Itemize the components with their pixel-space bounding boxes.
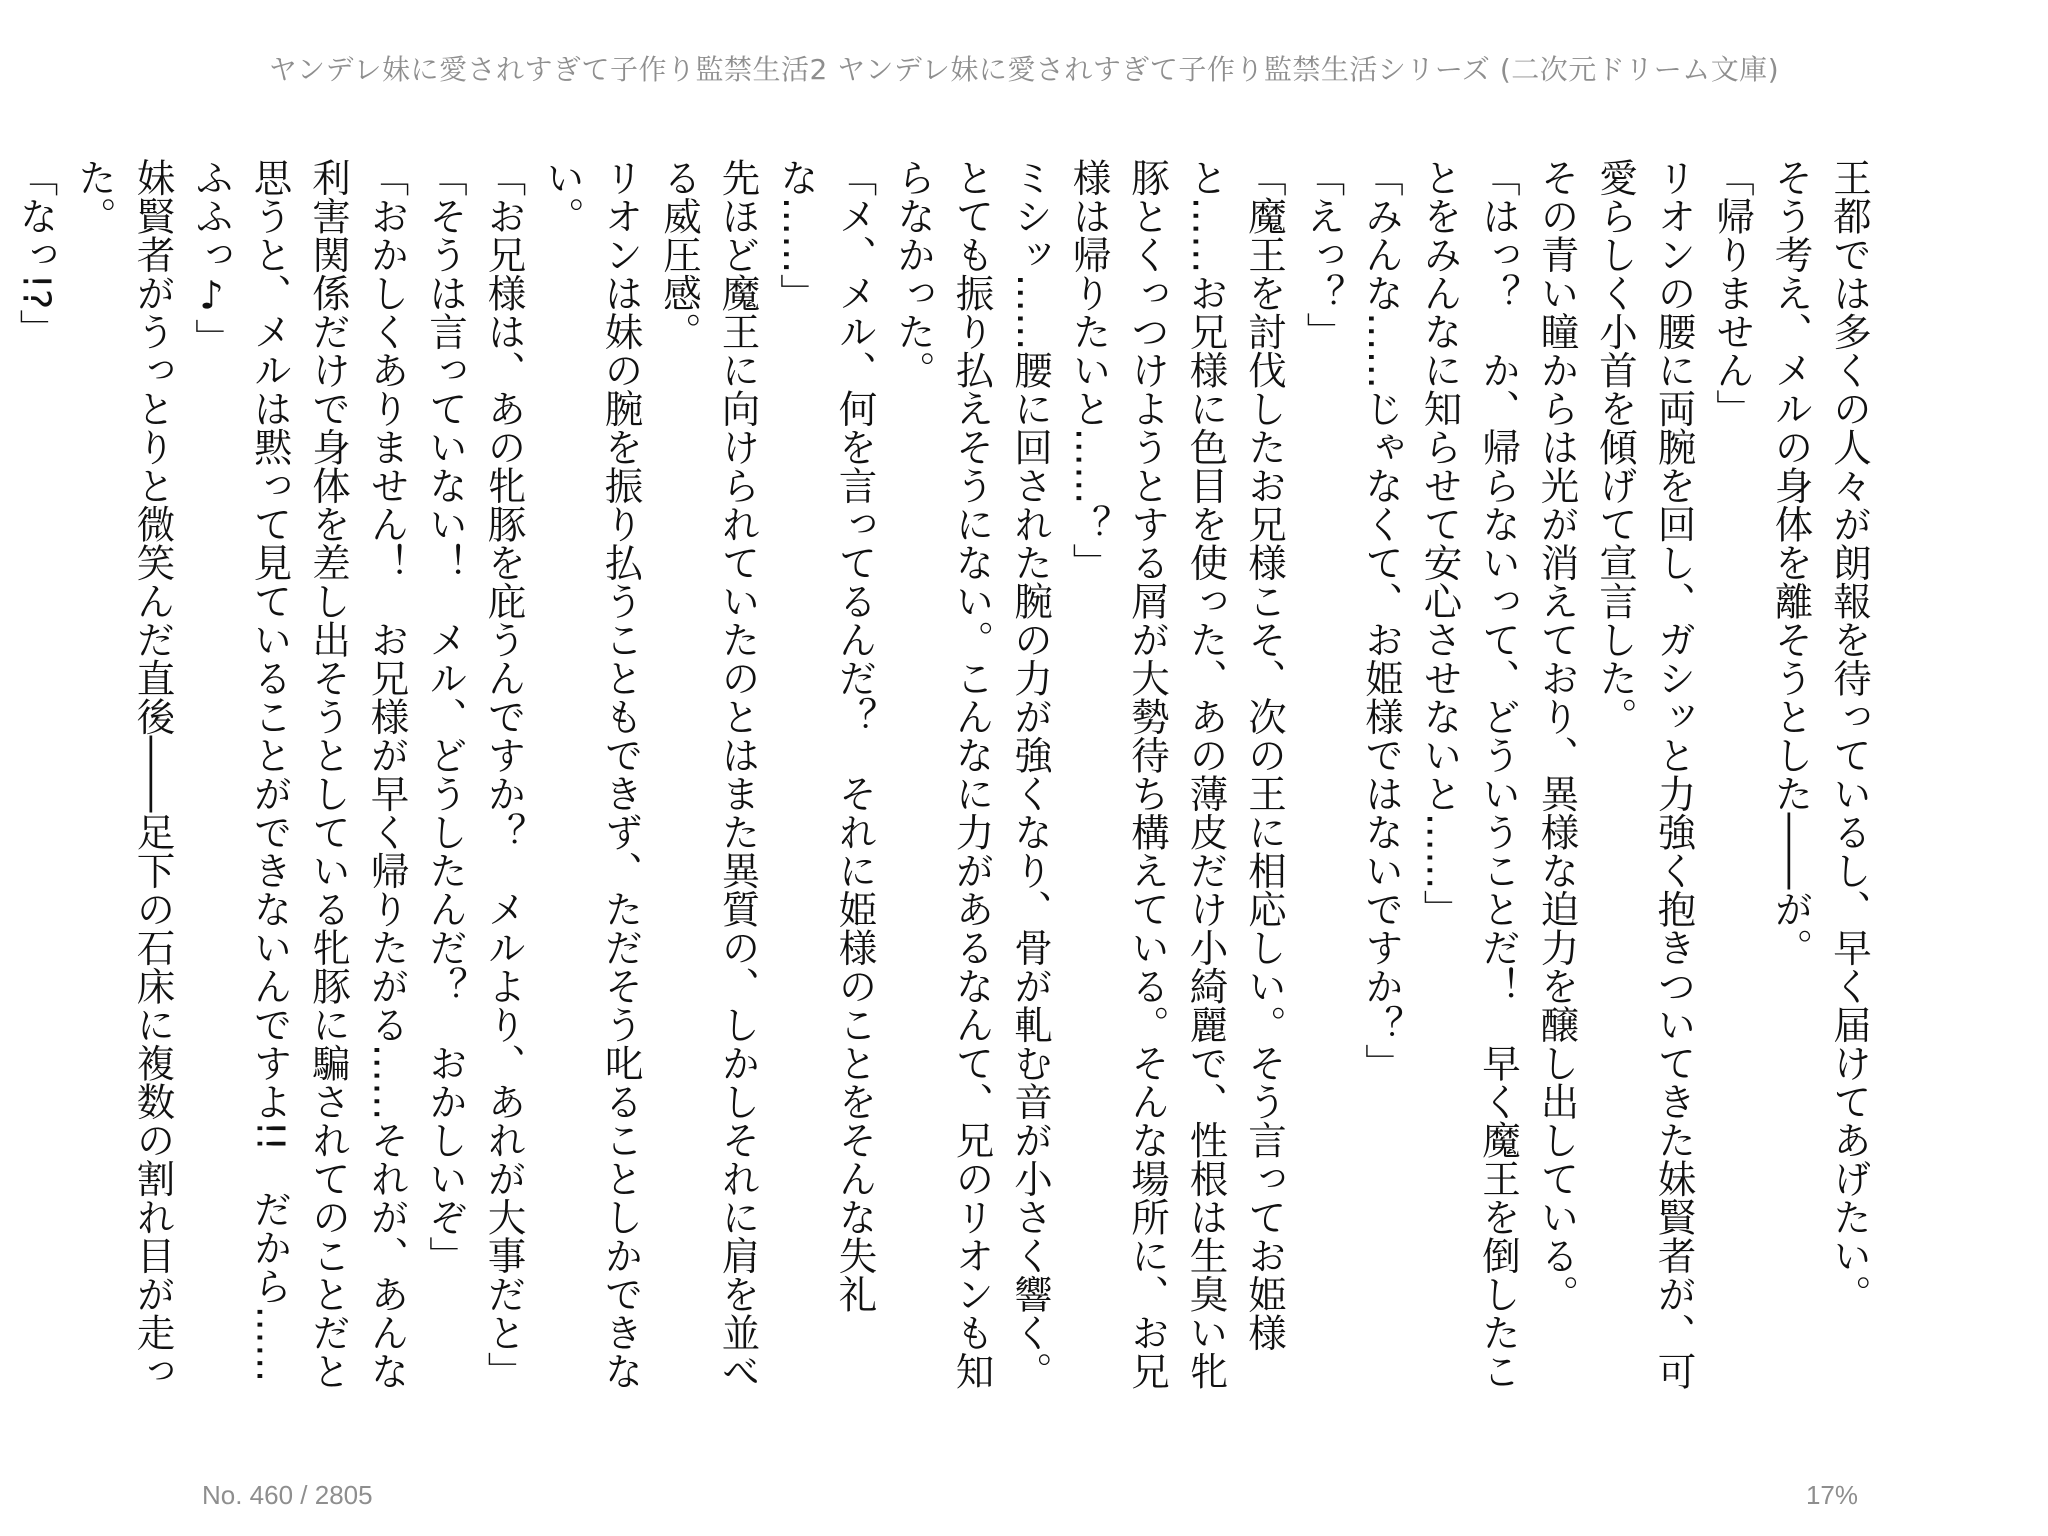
paragraph: 「お兄様は、あの牝豚を庇うんですか？ メルより、あれが大事だと」 bbox=[481, 158, 527, 1390]
paragraph: 「おかしくありません！ お兄様が早く帰りたがる……それが、あんな利害関係だけで身体を差し出そうとしている牝豚に騙されてのことだと思うと、メルは黙って見ていることができないんですよ!! だから……ふふっ♪」 bbox=[189, 158, 410, 1390]
location-indicator: No. 460 / 2805 bbox=[202, 1480, 373, 1510]
paragraph: リオンの腰に両腕を回し、ガシッと力強く抱きついてきた妹賢者が、可愛らしく小首を傾げて宣言した。 bbox=[1593, 158, 1697, 1390]
paragraph: 王都では多くの人々が朗報を待っているし、早く届けてあげたい。 bbox=[1827, 158, 1872, 1313]
paragraph: 「魔王を討伐したお兄様こそ、次の王に相応しい。そう言ってお姫様と……お兄様に色目を使った、あの薄皮だけ小綺麗で、性根は生臭い牝豚とくっつけようとする屑が大勢待ち構えている。そんな場所に、お兄様は帰りたいと……？」 bbox=[1066, 158, 1287, 1390]
book-title: ヤンデレ妹に愛されすぎて子作り監禁生活2 ヤンデレ妹に愛されすぎて子作り監禁生活シリーズ (二次元ドリーム文庫) bbox=[268, 53, 1780, 86]
page-text bbox=[13, 158, 1878, 1418]
paragraph: リオンは妹の腕を振り払うこともできず、ただそう叱ることしかできない。 bbox=[540, 158, 644, 1390]
paragraph: 「なっ!?」 bbox=[13, 158, 59, 348]
paragraph: 「みんな……じゃなくて、お姫様ではないですか？」 bbox=[1359, 158, 1404, 1082]
paragraph: ミシッ……腰に回された腕の力が強くなり、骨が軋む音が小さく響く。 bbox=[1008, 158, 1053, 1390]
paragraph: 妹賢者がうっとりと微笑んだ直後――足下の石床に複数の割れ目が走った。 bbox=[72, 158, 176, 1390]
paragraph: 「メ、メル、何を言ってるんだ？ それに姫様のことをそんな失礼な……」 bbox=[774, 158, 878, 1313]
paragraph: その青い瞳からは光が消えており、異様な迫力を醸し出している。 bbox=[1534, 158, 1580, 1313]
paragraph: 「はっ？ か、帰らないって、どういうことだ！ 早く魔王を倒したことをみんなに知らせて安心させないと……」 bbox=[1417, 158, 1521, 1390]
paragraph bbox=[0, 158, 6, 1418]
paragraph: そう考え、メルの身体を離そうとした――が。 bbox=[1768, 158, 1814, 967]
paragraph: 先ほど魔王に向けられていたのとはまた異質の、しかしそれに肩を並べる威圧感。 bbox=[657, 158, 761, 1390]
paragraph: 「えっ？」 bbox=[1300, 158, 1346, 351]
reading-page[interactable] bbox=[13, 158, 1878, 1418]
progress-percent: 17% bbox=[1805, 1480, 1858, 1510]
paragraph: 「そうは言っていない！ メル、どうしたんだ？ おかしいぞ」 bbox=[423, 158, 468, 1275]
paragraph: とても振り払えそうにない。こんなに力があるなんて、兄のリオンも知らなかった。 bbox=[891, 158, 995, 1390]
paragraph: 「帰りません」 bbox=[1710, 158, 1755, 428]
